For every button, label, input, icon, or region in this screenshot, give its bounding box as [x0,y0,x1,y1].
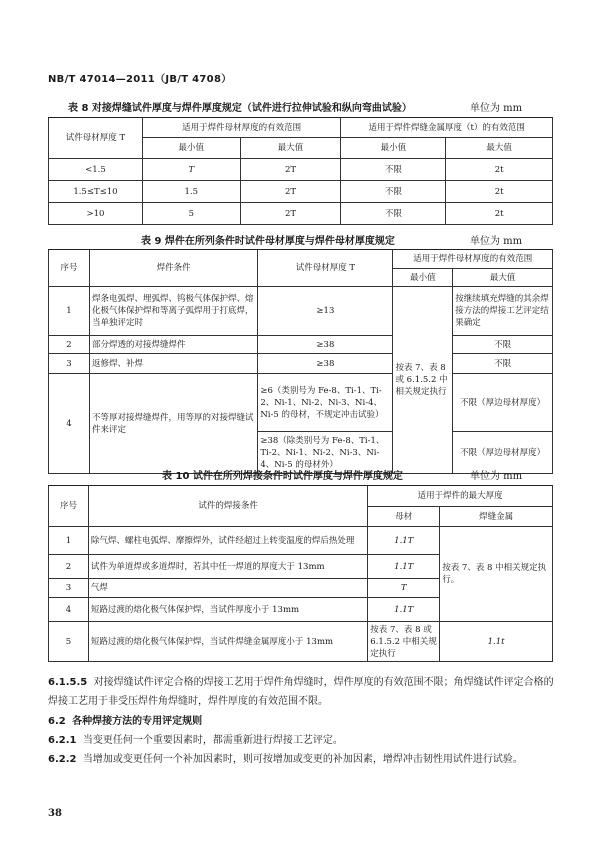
table-cell: 2t [446,181,553,203]
table10-caption: 表 10 试件在所列焊接条件时试件厚度与焊件厚度规定 [162,471,403,482]
table8-unit: 单位为 mm [470,103,523,114]
table-cell: 2t [446,159,553,181]
table9-header-condition: 焊件条件 [89,250,257,287]
table-cell: 2T [240,181,341,203]
table-cell: 短路过渡的熔化极气体保护焊，当试件厚度小于 13mm [88,598,367,622]
table9-caption: 表 9 焊件在所列条件时试件母材厚度与焊件母材厚度规定 [141,236,395,247]
clause-number: 6.1.5.5 [48,677,88,688]
table-cell: 2T [240,159,341,181]
section-number: 6.2 [48,716,66,727]
table10-header-range: 适用于焊件的最大厚度 [368,486,553,507]
table-cell: 不限 [453,354,553,374]
table-cell: ≥38 [258,336,393,354]
table9-header-min: 最小值 [393,269,453,287]
table-cell: 不等厚对接焊缝焊件，用等厚的对接焊缝试件来评定 [89,374,257,474]
table-cell: 1.5≤T≤10 [49,181,143,203]
table-cell: 不限 [453,336,553,354]
table9-header-max: 最大值 [453,269,553,287]
table-cell: 不限 [341,181,446,203]
table-cell: 除气焊、螺柱电弧焊、摩擦焊外，试件经超过上转变温度的焊后热处理 [88,527,367,555]
table10-header-condition: 试件的焊接条件 [88,486,367,527]
table-cell: 不限 [341,159,446,181]
table-cell: >10 [49,203,143,225]
table9-header-no: 序号 [49,250,90,287]
table-row [49,336,553,354]
table9-header-thickness: 试件母材厚度 T [258,250,393,287]
table-cell: 3 [49,579,89,598]
table-cell: 3 [49,354,90,374]
table-cell: 焊条电弧焊、埋弧焊、钨极气体保护焊、熔化极气体保护焊和等离子弧焊用于打底焊，当单独评定时 [89,287,257,336]
table10-header-no: 序号 [49,486,89,527]
table-cell: 不限（厚边母材厚度） [453,374,553,432]
table10-header-weld: 焊缝金属 [440,507,553,527]
table-cell: <1.5 [49,159,143,181]
table-cell: 1.1t [440,622,553,662]
section-6-2-heading [48,712,556,731]
table-cell: T [142,159,240,181]
table9-min-merged: 按表 7、表 8 或 6.1.5.2 中相关规定执行 [393,287,453,474]
table10 [48,485,553,662]
table8-header-min: 最小值 [142,138,240,159]
table-cell: 部分焊透的对接焊缝焊件 [89,336,257,354]
table-row [49,287,553,336]
table-cell: 5 [49,622,89,662]
table-row [49,527,553,555]
table8-header-max: 最大值 [240,138,341,159]
table-cell: 2t [446,203,553,225]
table10-weld-merged: 按表 7、表 8 中相关规定执行。 [440,527,553,622]
table-cell: 返修焊、补焊 [89,354,257,374]
table-row [49,181,553,203]
paragraph-6-1-5-5 [48,673,556,711]
table-cell: 1.1T [368,555,440,579]
clause-text: 当变更任何一个重要因素时，都需重新进行焊接工艺评定。 [82,735,343,746]
table-cell: 按继续填充焊缝的其余焊接方法的焊接工艺评定结果确定 [453,287,553,336]
table-cell: 5 [142,203,240,225]
table-cell: 1.5 [142,181,240,203]
paragraph-6-2-2 [48,750,556,769]
table-cell: 短路过渡的熔化极气体保护焊，当试件焊缝金属厚度小于 13mm [88,622,367,662]
table9-unit: 单位为 mm [470,236,523,247]
table-row [49,354,553,374]
table10-unit: 单位为 mm [470,471,523,482]
table-cell: 4 [49,374,90,474]
table8-caption: 表 8 对接焊缝试件厚度与焊件厚度规定（试件进行拉伸试验和纵向弯曲试验） [68,103,412,114]
table-row [49,203,553,225]
table-cell: 1 [49,527,89,555]
table8-header-min: 最小值 [341,138,446,159]
table-cell: 1 [49,287,90,336]
table9-header-range: 适用于焊件母材厚度的有效范围 [393,250,553,269]
table10-header-base: 母材 [368,507,440,527]
table-cell: 1.1T [368,527,440,555]
table-row [49,622,553,662]
table-cell: 不限（厚边母材厚度） [453,432,553,474]
table8-header-max: 最大值 [446,138,553,159]
clause-number: 6.2.1 [48,735,77,746]
table-cell: 按表 7、表 8 或 6.1.5.2 中相关规定执行 [368,622,440,662]
table-cell: 2 [49,336,90,354]
table-cell: 气焊 [88,579,367,598]
table-cell: 2T [240,203,341,225]
table8-header-base-range: 适用于焊件母材厚度的有效范围 [142,118,341,138]
clause-number: 6.2.2 [48,754,77,765]
section-title: 各种焊接方法的专用评定规则 [72,716,203,727]
table-cell: ≥38（除类别号为 Fe-8、Ti-1、Ti-2、Ni-1、Ni-2、Ni-3、Ni-4、Ni-5 的母材外） [258,432,393,474]
paragraph-6-2-1 [48,731,556,750]
table-cell: 4 [49,598,89,622]
table8-header-thickness: 试件母材厚度 T [49,118,143,159]
table8 [48,117,553,225]
clause-text: 对接焊缝试件评定合格的焊接工艺用于焊件角焊缝时，焊件厚度的有效范围不限；角焊缝试件评定合格的焊接工艺用于非受压焊件角焊缝时，焊件厚度的有效范围不限。 [48,677,554,707]
table-row [49,374,553,416]
table-cell: 2 [49,555,89,579]
table-cell: ≥13 [258,287,393,336]
standard-number: NB/T 47014—2011（JB/T 4708） [48,74,232,85]
table-cell: T [368,579,440,598]
table-cell: 1.1T [368,598,440,622]
page-number: 38 [48,808,62,819]
table-row [49,159,553,181]
table-cell: 试件为单道焊或多道焊时，若其中任一焊道的厚度大于 13mm [88,555,367,579]
table-cell: ≥6（类别号为 Fe-8、Ti-1、Ti-2、Ni-1、Ni-2、Ni-3、Ni-4、Ni-5 的母材，不规定冲击试验） [258,374,393,432]
table9 [48,249,553,474]
clause-text: 当增加或变更任何一个补加因素时，则可按增加或变更的补加因素，增焊冲击韧性用试件进行试验。 [82,754,523,765]
table-cell: 不限 [341,203,446,225]
table-cell: ≥38 [258,354,393,374]
table8-header-weld-range: 适用于焊件焊缝金属厚度（t）的有效范围 [341,118,553,138]
